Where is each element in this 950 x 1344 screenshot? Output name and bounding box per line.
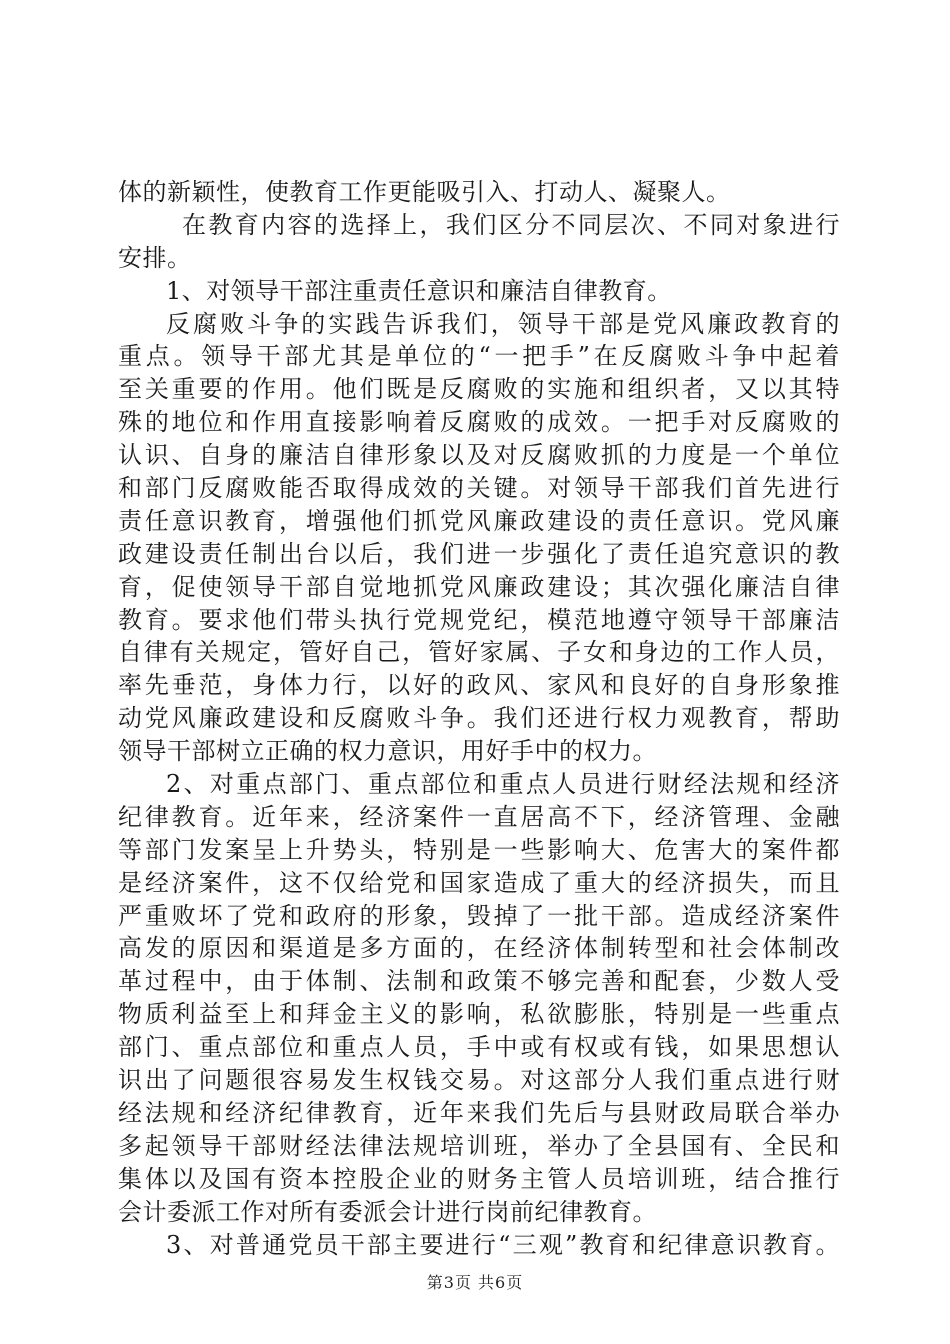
text-line: 多起领导干部财经法律法规培训班，举办了全县国有、全民和 [118,1131,840,1160]
text-line: 革过程中，由于体制、法制和政策不够完善和配套，少数人受 [118,967,840,996]
text-line: 自律有关规定，管好自己，管好家属、子女和身边的工作人员， [118,638,840,667]
text-line: 认识、自身的廉洁自律形象以及对反腐败抓的力度是一个单位 [118,441,840,470]
text-line: 3、对普通党员干部主要进行“三观”教育和纪律意识教育。 [166,1230,840,1259]
text-line: 在教育内容的选择上，我们区分不同层次、不同对象进行 [182,210,840,239]
text-line: 反腐败斗争的实践告诉我们，领导干部是党风廉政教育的 [166,309,840,338]
page-footer: 第3页 共6页 [426,1273,524,1292]
text-line: 和部门反腐败能否取得成效的关键。对领导干部我们首先进行 [118,474,840,503]
text-line: 是经济案件，这不仅给党和国家造成了重大的经济损失，而且 [118,868,840,897]
text-line: 经法规和经济纪律教育，近年来我们先后与县财政局联合举办 [118,1098,840,1127]
text-line: 责任意识教育，增强他们抓党风廉政建设的责任意识。党风廉 [118,506,840,535]
text-line: 至关重要的作用。他们既是反腐败的实施和组织者，又以其特 [118,375,840,404]
text-line: 等部门发案呈上升势头，特别是一些影响大、危害大的案件都 [118,835,840,864]
text-line: 育，促使领导干部自觉地抓党风廉政建设；其次强化廉洁自律 [118,572,840,601]
body-text [118,176,840,1261]
text-line: 部门、重点部位和重点人员，手中或有权或有钱，如果思想认 [118,1033,840,1062]
text-line: 率先垂范，身体力行，以好的政风、家风和良好的自身形象推 [118,671,840,700]
text-line: 高发的原因和渠道是多方面的，在经济体制转型和社会体制改 [118,934,840,963]
text-line: 动党风廉政建设和反腐败斗争。我们还进行权力观教育，帮助 [118,704,840,733]
text-line: 集体以及国有资本控股企业的财务主管人员培训班，结合推行 [118,1164,840,1193]
text-line: 纪律教育。近年来，经济案件一直居高不下，经济管理、金融 [118,802,840,831]
text-line: 物质利益至上和拜金主义的影响，私欲膨胀，特别是一些重点 [118,1000,840,1029]
text-line: 严重败坏了党和政府的形象，毁掉了一批干部。造成经济案件 [118,901,840,930]
text-line: 领导干部树立正确的权力意识，用好手中的权力。 [118,737,657,766]
text-line: 重点。领导干部尤其是单位的“一把手”在反腐败斗争中起着 [118,342,840,371]
text-line: 1、对领导干部注重责任意识和廉洁自律教育。 [166,276,672,305]
text-line: 体的新颖性，使教育工作更能吸引入、打动人、凝聚人。 [118,178,731,206]
text-line: 识出了问题很容易发生权钱交易。对这部分人我们重点进行财 [118,1066,840,1095]
text-line: 政建设责任制出台以后，我们进一步强化了责任追究意识的教 [118,539,840,568]
text-line: 2、对重点部门、重点部位和重点人员进行财经法规和经济 [166,770,840,799]
text-line: 殊的地位和作用直接影响着反腐败的成效。一把手对反腐败的 [118,408,840,437]
text-line: 会计委派工作对所有委派会计进行岗前纪律教育。 [118,1197,657,1226]
text-line: 教育。要求他们带头执行党规党纪，模范地遵守领导干部廉洁 [118,605,840,634]
text-line: 安排。 [118,243,192,272]
